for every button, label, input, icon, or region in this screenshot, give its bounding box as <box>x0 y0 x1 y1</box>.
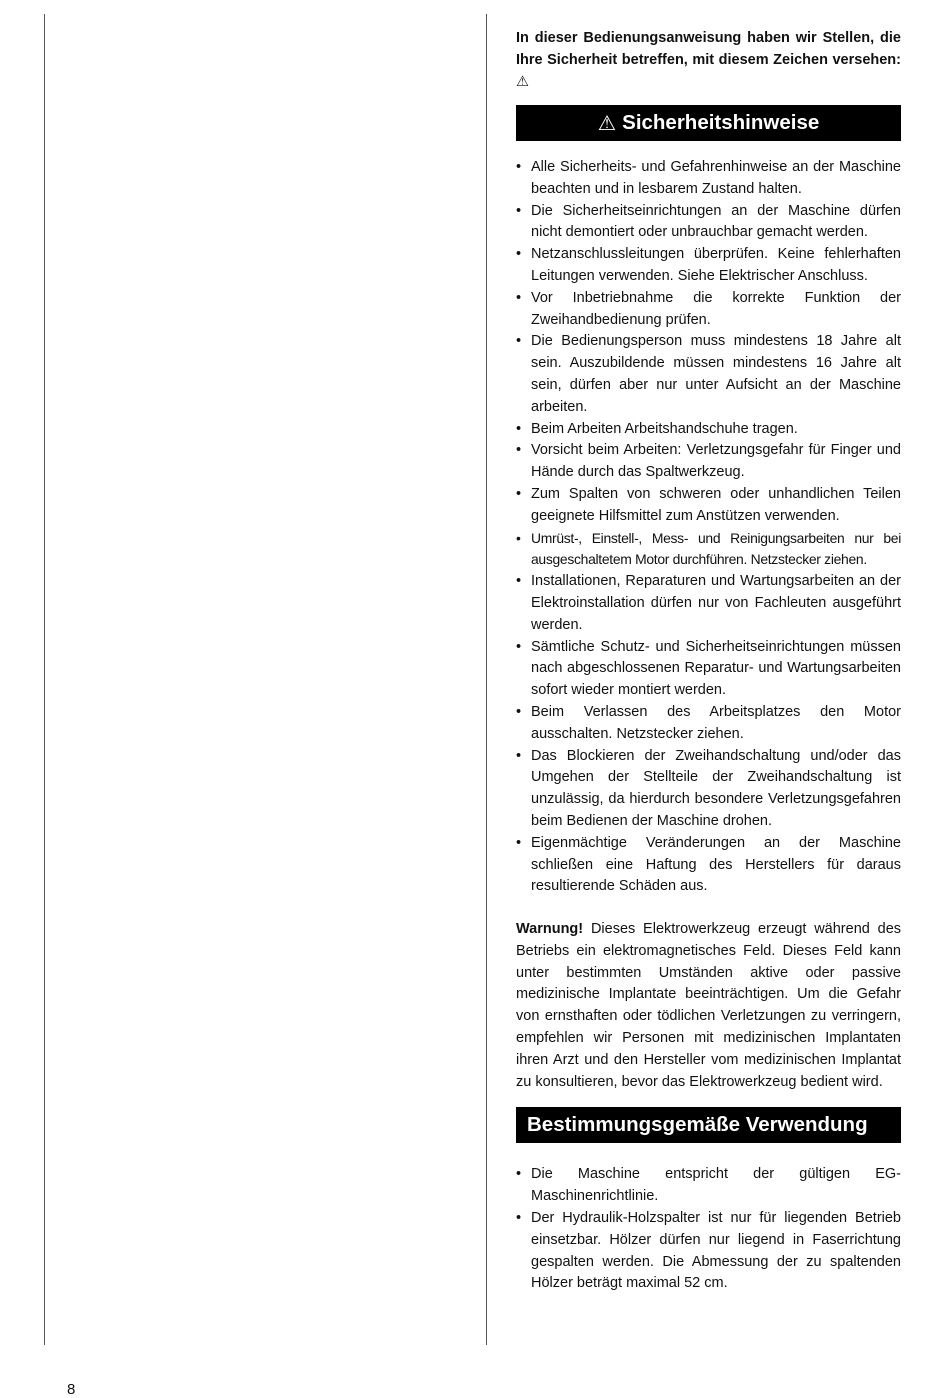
list-item: • Umrüst-, Einstell-, Mess- und Reinigungsarbeiten nur bei ausgeschaltetem Motor durchführen. Netzstecker ziehen. <box>516 528 901 572</box>
center-column-rule <box>486 14 487 1345</box>
list-item: • Vor Inbetriebnahme die korrekte Funktion der Zweihandbedienung prüfen. <box>516 288 901 332</box>
right-column <box>516 27 901 1295</box>
list-item: • Der Hydraulik-Holzspalter ist nur für liegenden Betrieb einsetzbar. Hölzer dürfen nur liegend in Faserrichtung gespalten werden. Die Abmessung der zu spaltenden Hölzer beträgt maximal 52 cm. <box>516 1208 901 1295</box>
safety-list <box>516 157 901 898</box>
list-item: • Eigenmächtige Veränderungen an der Maschine schließen eine Haftung des Herstellers für daraus resultierende Schäden aus. <box>516 833 901 898</box>
left-column-rule <box>44 14 45 1345</box>
list-item: • Die Sicherheitseinrichtungen an der Maschine dürfen nicht demontiert oder unbrauchbar gemacht werden. <box>516 201 901 245</box>
list-item: • Beim Arbeiten Arbeitshandschuhe tragen. <box>516 419 901 441</box>
safety-heading <box>516 105 901 141</box>
list-item: • Installationen, Reparaturen und Wartungsarbeiten an der Elektroinstallation dürfen nur von Fachleuten ausgeführt werden. <box>516 571 901 636</box>
list-item: • Die Maschine entspricht der gültigen EG-Maschinenrichtlinie. <box>516 1164 901 1208</box>
list-item: • Die Bedienungsperson muss mindestens 18 Jahre alt sein. Auszubildende müssen mindestens 16 Jahre alt sein, dürfen aber nur unter Aufsicht an der Maschine arbeiten. <box>516 331 901 418</box>
emf-warning-paragraph <box>516 919 901 1093</box>
warning-triangle-icon: ⚠ <box>516 74 529 90</box>
list-item: • Alle Sicherheits- und Gefahrenhinweise an der Maschine beachten und in lesbarem Zustand halten. <box>516 157 901 201</box>
usage-heading-label: Bestimmungsgemäße Verwendung <box>527 1113 868 1137</box>
usage-heading <box>516 1107 901 1143</box>
safety-heading-label: Sicherheitshinweise <box>622 111 820 134</box>
usage-list <box>516 1164 901 1295</box>
list-item: • Beim Verlassen des Arbeitsplatzes den Motor ausschalten. Netzstecker ziehen. <box>516 702 901 746</box>
list-item: • Sämtliche Schutz- und Sicherheitseinrichtungen müssen nach abgeschlossenen Reparatur- und Wartungsarbeiten sofort wieder montiert werden. <box>516 637 901 702</box>
intro-text: In dieser Bedienungsanweisung haben wir Stellen, die Ihre Sicherheit betreffen, mit diesem Zeichen versehen: <box>516 30 901 68</box>
list-item: • Netzanschlussleitungen überprüfen. Keine fehlerhaften Leitungen verwenden. Siehe Elektrischer Anschluss. <box>516 244 901 288</box>
warning-triangle-icon: ⚠ <box>597 111 617 135</box>
list-item: • Das Blockieren der Zweihandschaltung und/oder das Umgehen der Stellteile der Zweihandschaltung ist unzulässig, da hierdurch besondere Verletzungsgefahren beim Bedienen der Maschine drohen. <box>516 746 901 833</box>
intro-paragraph <box>516 27 901 93</box>
list-item: • Zum Spalten von schweren oder unhandlichen Teilen geeignete Hilfsmittel zum Anstützen verwenden. <box>516 484 901 528</box>
warning-label: Warnung! <box>516 921 584 938</box>
warning-text: Dieses Elektrowerkzeug erzeugt während des Betriebs ein elektromagnetisches Feld. Dieses Feld kann unter bestimmten Umständen aktive oder passive medizinische Implantate beeinträchtigen. Um die Gefahr von ernsthaften oder tödlichen Verletzungen zu verringern, empfehlen wir Personen mit medizinischen Implantaten ihren Arzt und den Hersteller vom medizinischen Implantat zu konsultieren, bevor das Elektrowerkzeug bedient wird. <box>516 921 902 1090</box>
list-item: • Vorsicht beim Arbeiten: Verletzungsgefahr für Finger und Hände durch das Spaltwerkzeug. <box>516 440 901 484</box>
page-number: 8 <box>67 1381 76 1398</box>
